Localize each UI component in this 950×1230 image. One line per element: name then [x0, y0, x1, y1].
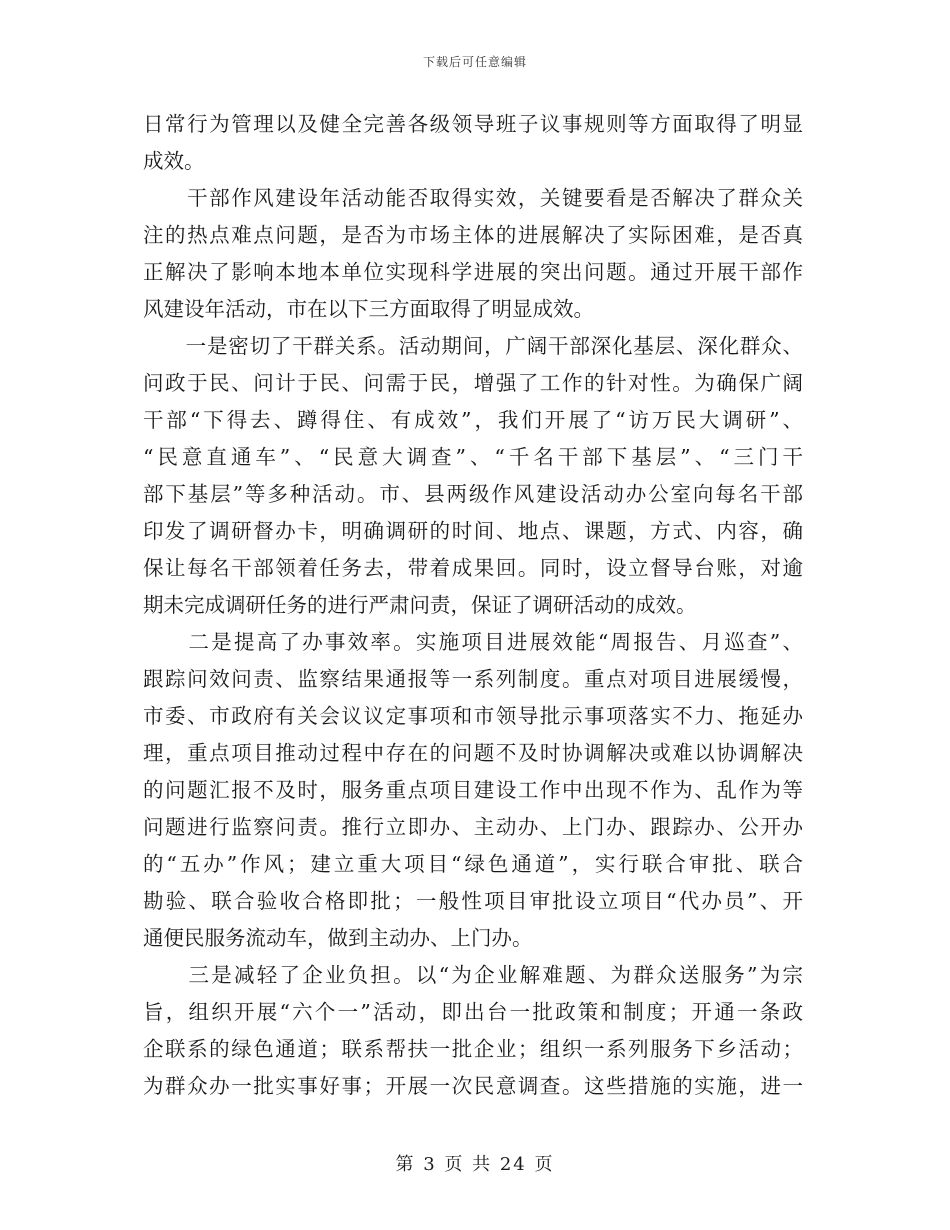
body-text-line: 勘验、联合验收合格即批；一般性项目审批设立项目“代办员”、开	[143, 889, 803, 913]
body-text-line: 成效。	[143, 149, 205, 173]
body-text-line: 问题进行监察问责。推行立即办、主动办、上门办、跟踪办、公开办	[143, 815, 803, 839]
body-text-line: 印发了调研督办卡，明确调研的时间、地点、课题，方式、内容，确	[143, 519, 803, 543]
body-text-line: 部下基层”等多种活动。市、县两级作风建设活动办公室向每名干部	[143, 482, 803, 506]
body-text-line: 旨，组织开展“六个一”活动，即出台一批政策和制度；开通一条政	[143, 1000, 803, 1024]
body-text-line: 企联系的绿色通道；联系帮扶一批企业；组织一系列服务下乡活动；	[143, 1037, 803, 1061]
body-text-line: 市委、市政府有关会议议定事项和市领导批示事项落实不力、拖延办	[143, 704, 803, 728]
body-text-line: 二是提高了办事效率。实施项目进展效能“周报告、月巡查”、	[143, 630, 803, 654]
body-text-line: “民意直通车”、“民意大调查”、“千名干部下基层”、“三门干	[143, 445, 803, 469]
body-text-line: 跟踪问效问责、监察结果通报等一系列制度。重点对项目进展缓慢，	[143, 667, 803, 691]
document-body	[143, 106, 803, 1105]
page-number-footer: 第 3 页 共 24 页	[395, 1154, 555, 1175]
body-text-line: 干部作风建设年活动能否取得实效，关键要看是否解决了群众关	[143, 186, 803, 210]
body-text-line: 期未完成调研任务的进行严肃问责，保证了调研活动的成效。	[143, 593, 697, 617]
body-text-line: 保让每名干部领着任务去，带着成果回。同时，设立督导台账，对逾	[143, 556, 803, 580]
body-text-line: 干部“下得去、蹲得住、有成效”，我们开展了“访万民大调研”、	[143, 408, 803, 432]
page-header-note: 下载后可任意编辑	[422, 55, 527, 69]
body-text-line: 日常行为管理以及健全完善各级领导班子议事规则等方面取得了明显	[143, 112, 803, 136]
body-text-line: 为群众办一批实事好事；开展一次民意调查。这些措施的实施，进一	[143, 1074, 803, 1098]
body-text-line: 正解决了影响本地本单位实现科学进展的突出问题。通过开展干部作	[143, 260, 803, 284]
body-text-line: 风建设年活动，市在以下三方面取得了明显成效。	[143, 297, 594, 321]
body-text-line: 问政于民、问计于民、问需于民，增强了工作的针对性。为确保广阔	[143, 371, 803, 395]
body-text-line: 三是减轻了企业负担。以“为企业解难题、为群众送服务”为宗	[143, 963, 803, 987]
body-text-line: 理，重点项目推动过程中存在的问题不及时协调解决或难以协调解决	[143, 741, 803, 765]
body-text-line: 的“五办”作风；建立重大项目“绿色通道”，实行联合审批、联合	[143, 852, 803, 876]
body-text-line: 通便民服务流动车，做到主动办、上门办。	[143, 926, 533, 950]
body-text-line: 注的热点难点问题，是否为市场主体的进展解决了实际困难，是否真	[143, 223, 803, 247]
body-text-line: 的问题汇报不及时，服务重点项目建设工作中出现不作为、乱作为等	[143, 778, 803, 802]
body-text-line: 一是密切了干群关系。活动期间，广阔干部深化基层、深化群众、	[143, 334, 803, 358]
